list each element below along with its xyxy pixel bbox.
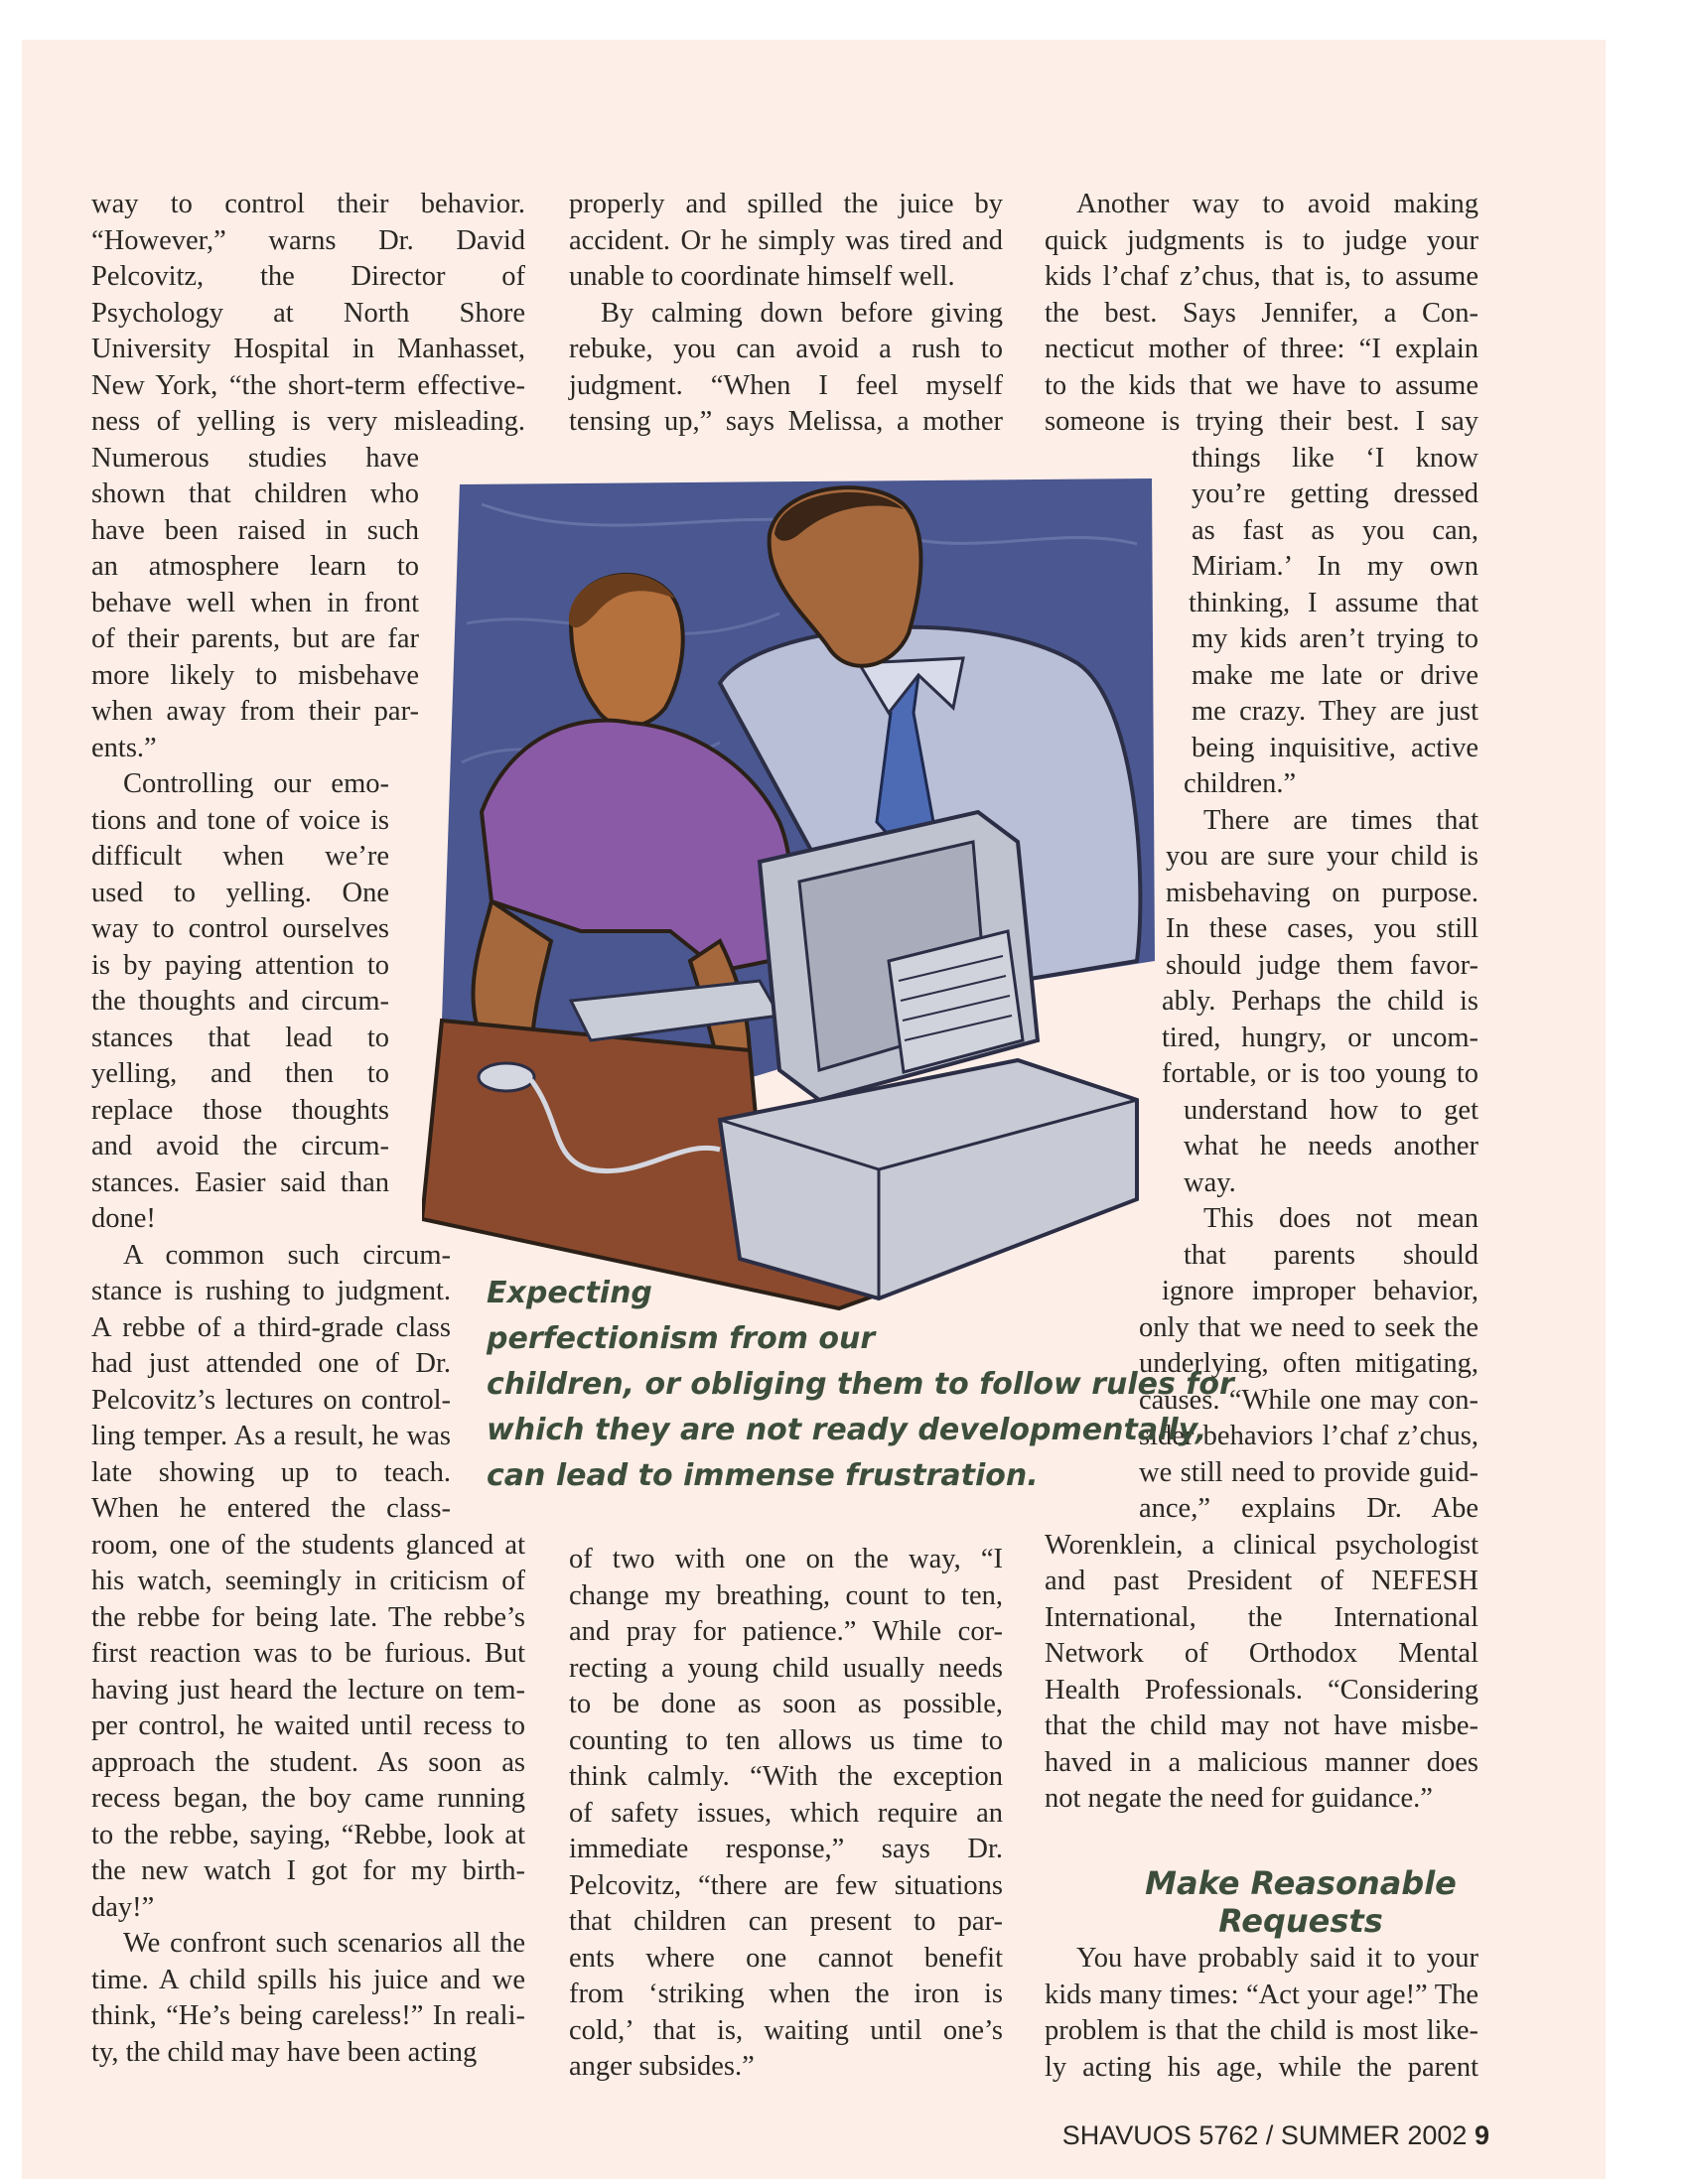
text-line: and avoid the circum- <box>91 1131 389 1161</box>
text-line: accident. Or he simply was tired and <box>569 224 1003 256</box>
text-line: New York, “the short-term effective- <box>91 369 525 401</box>
text-line: not negate the need for guidance.” <box>1045 1783 1433 1814</box>
text-line: time. A child spills his juice and we <box>91 1964 525 1995</box>
text-line: There are times that <box>1203 804 1478 836</box>
text-line: ling temper. As a result, he was <box>91 1421 451 1451</box>
text-line: day!” <box>91 1891 155 1923</box>
text-line: kids many times: “Act your age!” The <box>1045 1979 1478 2010</box>
text-line: quick judgments is to judge your <box>1045 224 1478 256</box>
text-line: Psychology at North Shore <box>91 297 525 329</box>
text-line: yelling, and then to <box>91 1058 389 1089</box>
text-line: Miriam.’ In my own <box>1192 551 1478 582</box>
text-line: Another way to avoid making <box>1076 189 1478 219</box>
text-line: stances. Easier said than <box>91 1166 389 1198</box>
text-line: Pelcovitz, the Director of <box>91 261 525 292</box>
text-line: recting a young child usually needs <box>569 1652 1003 1684</box>
text-line: that parents should <box>1184 1239 1478 1271</box>
text-line: problem is that the child is most like- <box>1045 2015 1478 2046</box>
section-heading <box>1092 1864 1509 1940</box>
text-line: underlying, often mitigating, <box>1139 1348 1478 1379</box>
text-line: what he needs another <box>1184 1131 1478 1161</box>
text-line: ance,” explains Dr. Abe <box>1139 1493 1478 1524</box>
mouse <box>479 1063 534 1091</box>
pull-quote <box>487 1271 1234 1499</box>
text-line: ly acting his age, while the parent <box>1045 2051 1478 2083</box>
text-line: recess began, the boy came running <box>91 1783 525 1814</box>
text-line: Network of Orthodox Mental <box>1045 1638 1478 1669</box>
text-line: University Hospital in Manhasset, <box>91 334 525 364</box>
text-line: behave well when in front <box>91 587 419 618</box>
text-line: change my breathing, count to ten, <box>569 1579 1003 1611</box>
text-line: ness of yelling is very misleading. <box>91 406 525 437</box>
text-line: way. <box>1184 1166 1236 1198</box>
text-line: ents where one cannot benefit <box>569 1942 1003 1974</box>
text-line: my kids aren’t trying to <box>1192 623 1478 654</box>
text-line: ents.” <box>91 732 157 763</box>
text-line: have been raised in such <box>91 514 419 546</box>
text-line: ignore improper behavior, <box>1162 1276 1478 1306</box>
text-line: think, “He’s being careless!” In reali- <box>91 2000 525 2031</box>
text-line: A rebbe of a third-grade class <box>91 1311 451 1343</box>
text-line: only that we need to seek the <box>1139 1311 1478 1343</box>
pull-quote-line: which they are not ready developmentally, <box>487 1413 1207 1447</box>
text-line: shown that children who <box>91 478 419 509</box>
text-line: “However,” warns Dr. David <box>91 224 525 256</box>
text-line: We confront such scenarios all the <box>123 1928 525 1959</box>
text-line: judgment. “When I feel myself <box>569 369 1003 401</box>
text-line: tions and tone of voice is <box>91 804 389 836</box>
text-line: when away from their par- <box>91 696 419 727</box>
text-line: difficult when we’re <box>91 841 389 872</box>
text-line: rebuke, you can avoid a rush to <box>569 334 1003 364</box>
text-line: make me late or drive <box>1192 659 1478 691</box>
text-line: having just heard the lecture on tem- <box>91 1674 525 1706</box>
text-line: of two with one on the way, “I <box>569 1544 1003 1574</box>
text-line: Controlling our emo- <box>123 768 389 799</box>
text-line: per control, he waited until recess to <box>91 1710 525 1741</box>
text-line: to the kids that we have to assume <box>1045 369 1478 401</box>
text-line: fortable, or is too young to <box>1162 1058 1478 1089</box>
text-line: sider behaviors l’chaf z’chus, <box>1139 1421 1478 1451</box>
text-line: In these cases, you still <box>1166 913 1478 944</box>
text-line: you’re getting dressed <box>1192 478 1478 509</box>
text-line: the new watch I got for my birth- <box>91 1855 525 1886</box>
text-line: used to yelling. One <box>91 877 389 908</box>
section-heading-line-2: Requests <box>1218 1902 1383 1940</box>
text-line: Health Professionals. “Considering <box>1045 1674 1478 1706</box>
text-line: misbehaving on purpose. <box>1166 877 1478 908</box>
text-line: the best. Says Jennifer, a Con- <box>1045 297 1478 329</box>
text-line: immediate response,” says Dr. <box>569 1834 1003 1864</box>
text-line: stances that lead to <box>91 1022 389 1053</box>
text-line: is by paying attention to <box>91 949 389 981</box>
text-line: and past President of NEFESH <box>1045 1566 1478 1596</box>
text-line: the rebbe for being late. The rebbe’s <box>91 1601 525 1633</box>
text-line: done! <box>91 1203 156 1234</box>
text-line: causes. “While one may con- <box>1139 1384 1478 1416</box>
folio-issue: SHAVUOS 5762 / SUMMER 2002 <box>1061 2120 1468 2150</box>
page-folio <box>993 2120 1489 2151</box>
text-line: children.” <box>1184 768 1297 799</box>
text-line: being inquisitive, active <box>1192 732 1478 763</box>
text-line: more likely to misbehave <box>91 659 419 691</box>
text-line: anger subsides.” <box>569 2051 755 2082</box>
text-line: and pray for patience.” While cor- <box>569 1616 1003 1647</box>
text-line: late showing up to teach. <box>91 1456 451 1488</box>
pull-quote-line: Expecting <box>487 1276 652 1310</box>
text-line: approach the student. As soon as <box>91 1746 525 1778</box>
text-line: from ‘striking when the iron is <box>569 1979 1003 2009</box>
text-line: someone is trying their best. I say <box>1045 406 1478 437</box>
text-line: replace those thoughts <box>91 1094 389 1126</box>
text-line: me crazy. They are just <box>1192 696 1478 727</box>
text-line: tensing up,” says Melissa, a mother <box>569 406 1003 437</box>
text-line: to the rebbe, saying, “Rebbe, look at <box>91 1819 525 1850</box>
text-line: should judge them favor- <box>1166 949 1478 981</box>
text-line: to be done as soon as possible, <box>569 1689 1003 1719</box>
text-line: of their parents, but are far <box>91 623 419 654</box>
text-line: an atmosphere learn to <box>91 551 419 582</box>
text-line: stance is rushing to judgment. <box>91 1276 451 1306</box>
illustration-two-people-at-computer <box>422 465 1162 1318</box>
text-line: we still need to provide guid- <box>1139 1456 1478 1488</box>
text-line: This does not mean <box>1203 1203 1478 1234</box>
text-line: of safety issues, which require an <box>569 1797 1003 1829</box>
text-line: properly and spilled the juice by <box>569 189 1003 219</box>
text-line: International, the International <box>1045 1601 1478 1633</box>
pull-quote-line: perfectionism from our <box>487 1321 876 1356</box>
text-line: his watch, seemingly in criticism of <box>91 1566 525 1596</box>
text-line: You have probably said it to your <box>1076 1943 1478 1974</box>
text-line: cold,’ that is, waiting until one’s <box>569 2014 1003 2046</box>
text-line: first reaction was to be furious. But <box>91 1638 525 1669</box>
text-line: Pelcovitz’s lectures on control- <box>91 1384 451 1416</box>
text-line: had just attended one of Dr. <box>91 1348 451 1379</box>
folio-page-number: 9 <box>1474 2120 1489 2150</box>
section-heading-line-1: Make Reasonable <box>1145 1864 1457 1902</box>
text-line: When he entered the class- <box>91 1493 451 1524</box>
text-line: ably. Perhaps the child is <box>1162 986 1478 1017</box>
text-line: A common such circum- <box>123 1239 451 1271</box>
text-line: way to control their behavior. <box>91 189 525 219</box>
text-line: that children can present to par- <box>569 1906 1003 1937</box>
text-line: the thoughts and circum- <box>91 986 389 1017</box>
text-line: tired, hungry, or uncom- <box>1162 1022 1478 1053</box>
text-line: kids l’chaf z’chus, that is, to assume <box>1045 261 1478 292</box>
pull-quote-line: children, or obliging them to follow rules for <box>487 1367 1234 1402</box>
text-line: things like ‘I know <box>1192 442 1478 474</box>
text-line: unable to coordinate himself well. <box>569 261 955 292</box>
text-line: Pelcovitz, “there are few situations <box>569 1869 1003 1901</box>
text-line: Worenklein, a clinical psychologist <box>1045 1529 1478 1561</box>
pull-quote-line: can lead to immense frustration. <box>487 1458 1039 1493</box>
text-line: way to control ourselves <box>91 913 389 944</box>
text-line: necticut mother of three: “I explain <box>1045 334 1478 364</box>
text-line: understand how to get <box>1184 1094 1478 1126</box>
text-line: that the child may not have misbe- <box>1045 1710 1478 1741</box>
text-line: as fast as you can, <box>1192 514 1478 546</box>
computer-base <box>720 1060 1137 1298</box>
text-line: haved in a malicious manner does <box>1045 1746 1478 1778</box>
text-line: Numerous studies have <box>91 442 419 474</box>
text-line: thinking, I assume that <box>1189 587 1478 618</box>
text-line: room, one of the students glanced at <box>91 1529 525 1561</box>
text-line: think calmly. “With the exception <box>569 1761 1003 1792</box>
text-line: ty, the child may have been acting <box>91 2036 478 2068</box>
text-line: By calming down before giving <box>601 297 1003 329</box>
text-line: you are sure your child is <box>1166 841 1478 872</box>
text-line: counting to ten allows us time to <box>569 1724 1003 1756</box>
